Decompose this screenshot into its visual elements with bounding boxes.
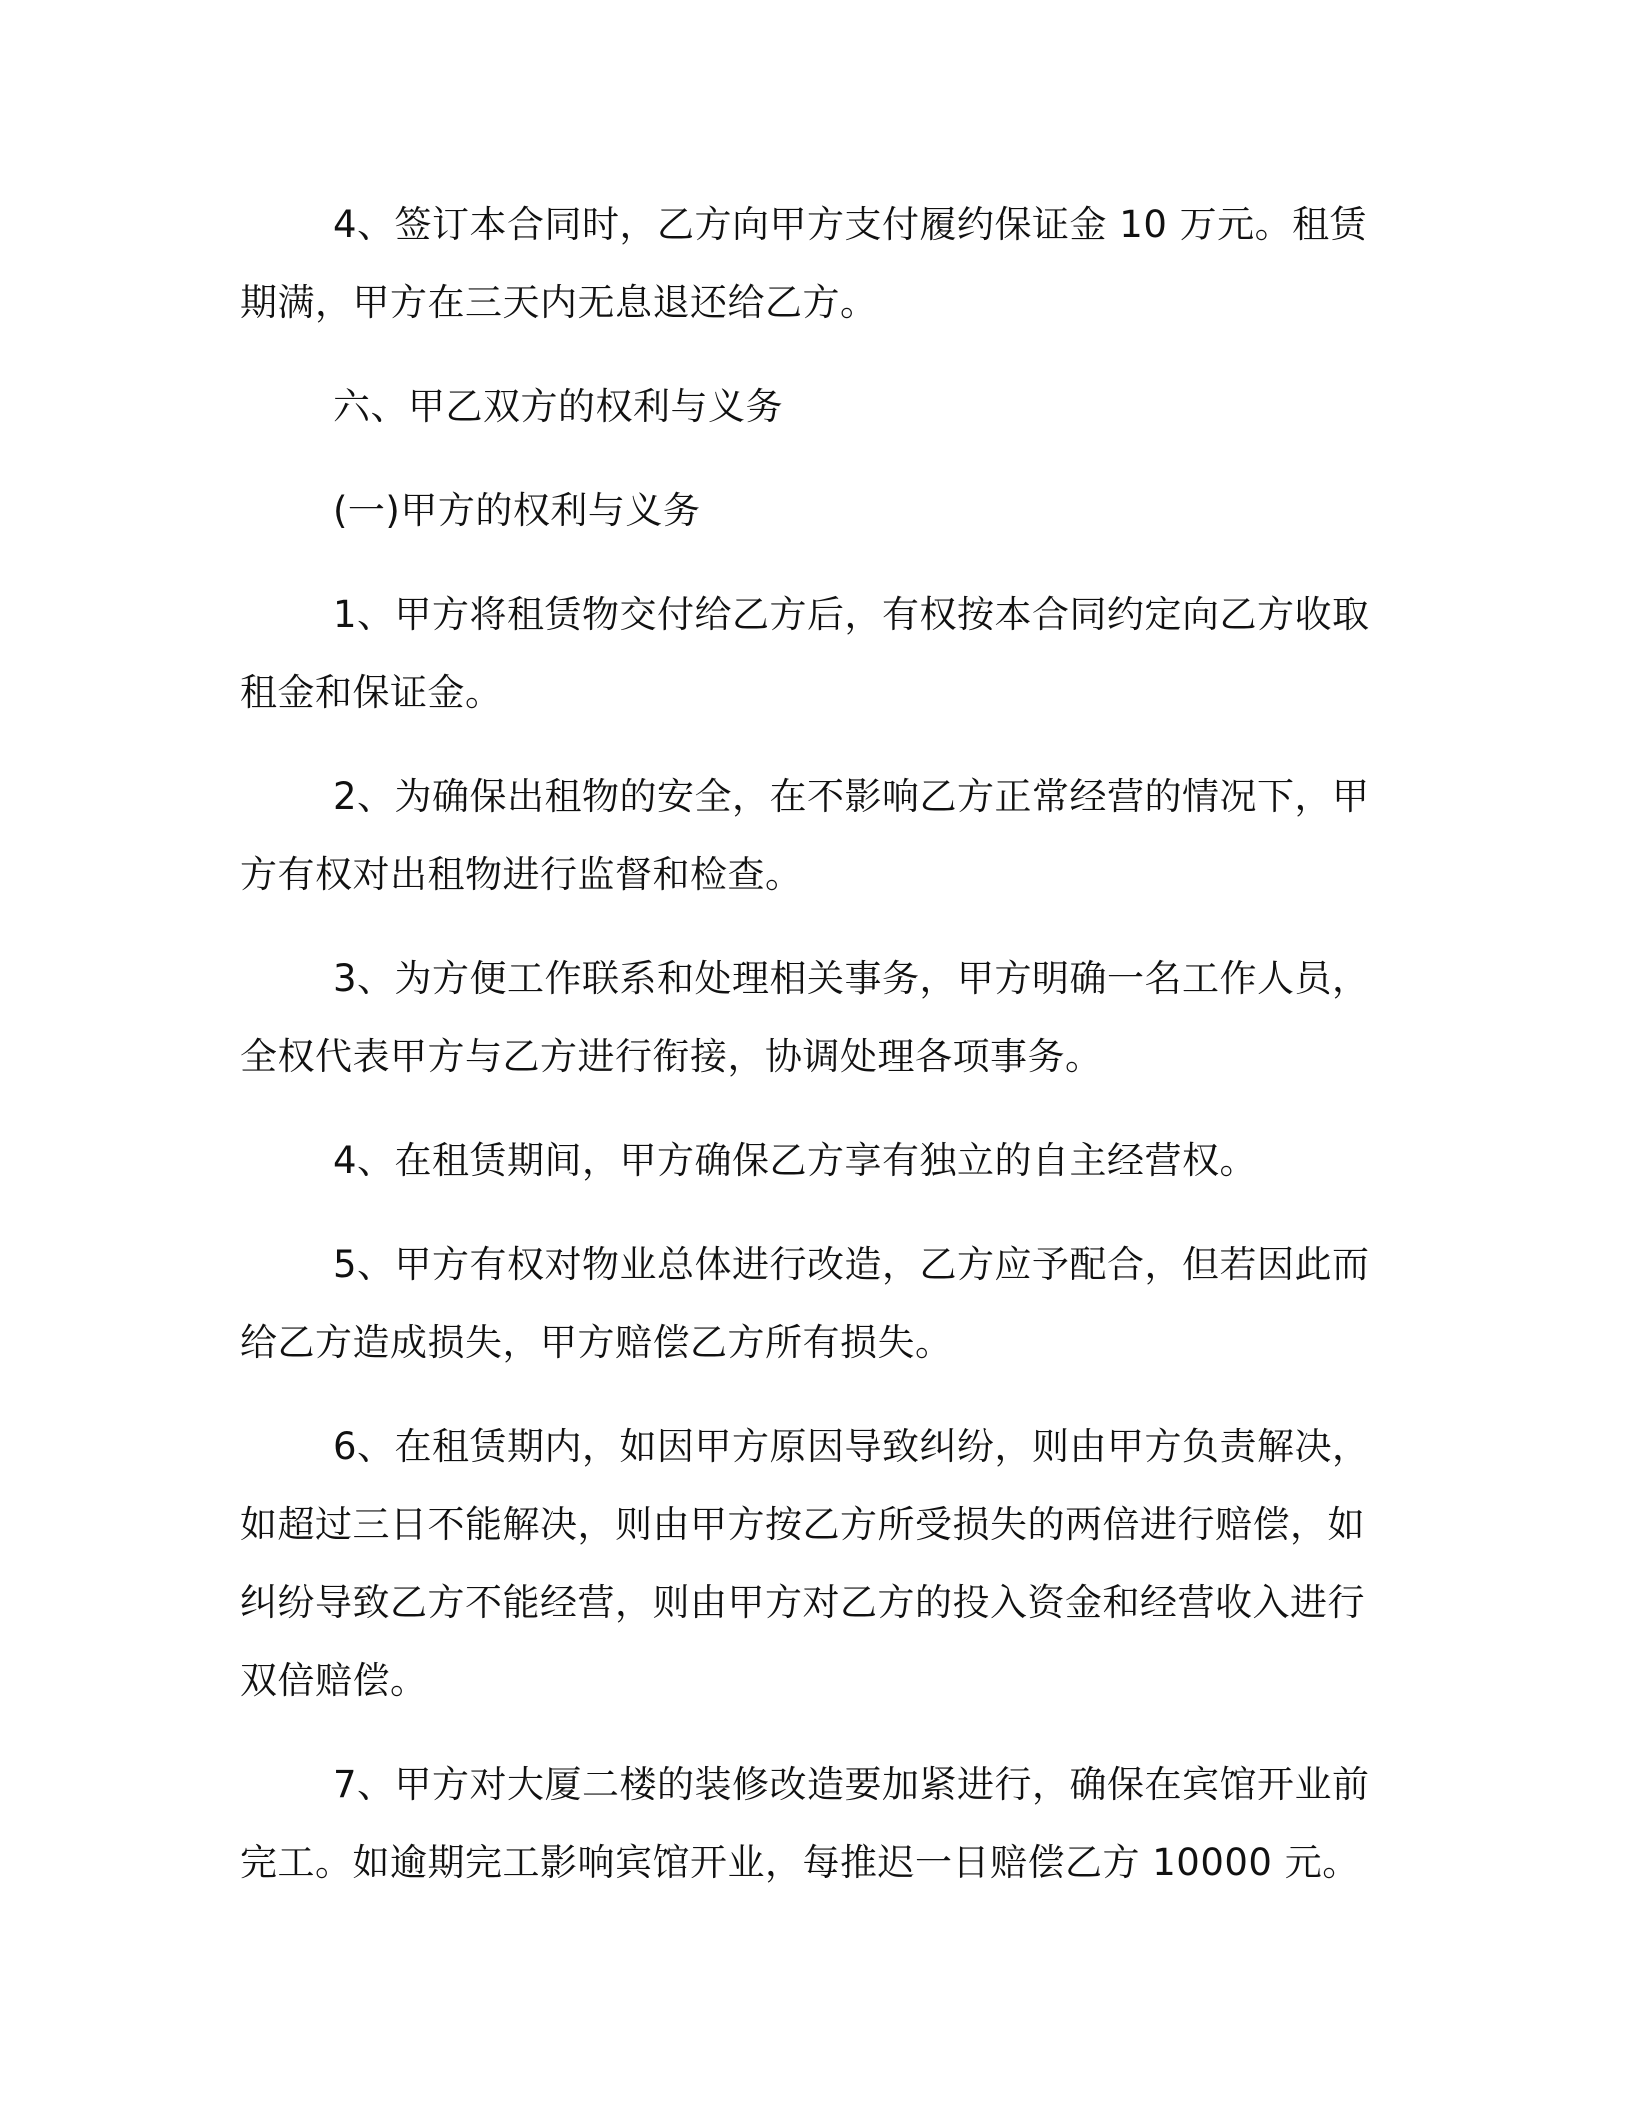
paragraph-clause-7: 7、甲方对大厦二楼的装修改造要加紧进行，确保在宾馆开业前完工。如逾期完工影响宾馆开业，每推迟一日赔偿乙方 10000 元。 [240, 1763, 1370, 1884]
document-body [240, 186, 1392, 1902]
paragraph-clause-3: 3、为方便工作联系和处理相关事务，甲方明确一名工作人员，全权代表甲方与乙方进行衔接，协调处理各项事务。 [240, 957, 1370, 1078]
paragraph-clause-5: 5、甲方有权对物业总体进行改造，乙方应予配合，但若因此而给乙方造成损失，甲方赔偿乙方所有损失。 [240, 1243, 1370, 1364]
paragraph-clause-1: 1、甲方将租赁物交付给乙方后，有权按本合同约定向乙方收取租金和保证金。 [240, 593, 1370, 714]
paragraph-clause-4: 4、在租赁期间，甲方确保乙方享有独立的自主经营权。 [333, 1139, 1258, 1182]
subsection-heading-party-a: (一)甲方的权利与义务 [333, 489, 701, 532]
paragraph-clause-6: 6、在租赁期内，如因甲方原因导致纠纷，则由甲方负责解决，如超过三日不能解决，则由甲方按乙方所受损失的两倍进行赔偿，如纠纷导致乙方不能经营，则由甲方对乙方的投入资金和经营收入进行双倍赔偿。 [240, 1425, 1370, 1702]
paragraph-deposit-refund: 4、签订本合同时，乙方向甲方支付履约保证金 10 万元。租赁期满，甲方在三天内无息退还给乙方。 [240, 203, 1368, 324]
paragraph-clause-2: 2、为确保出租物的安全，在不影响乙方正常经营的情况下，甲方有权对出租物进行监督和检查。 [240, 775, 1370, 896]
section-heading-rights-obligations: 六、甲乙双方的权利与义务 [333, 385, 783, 428]
